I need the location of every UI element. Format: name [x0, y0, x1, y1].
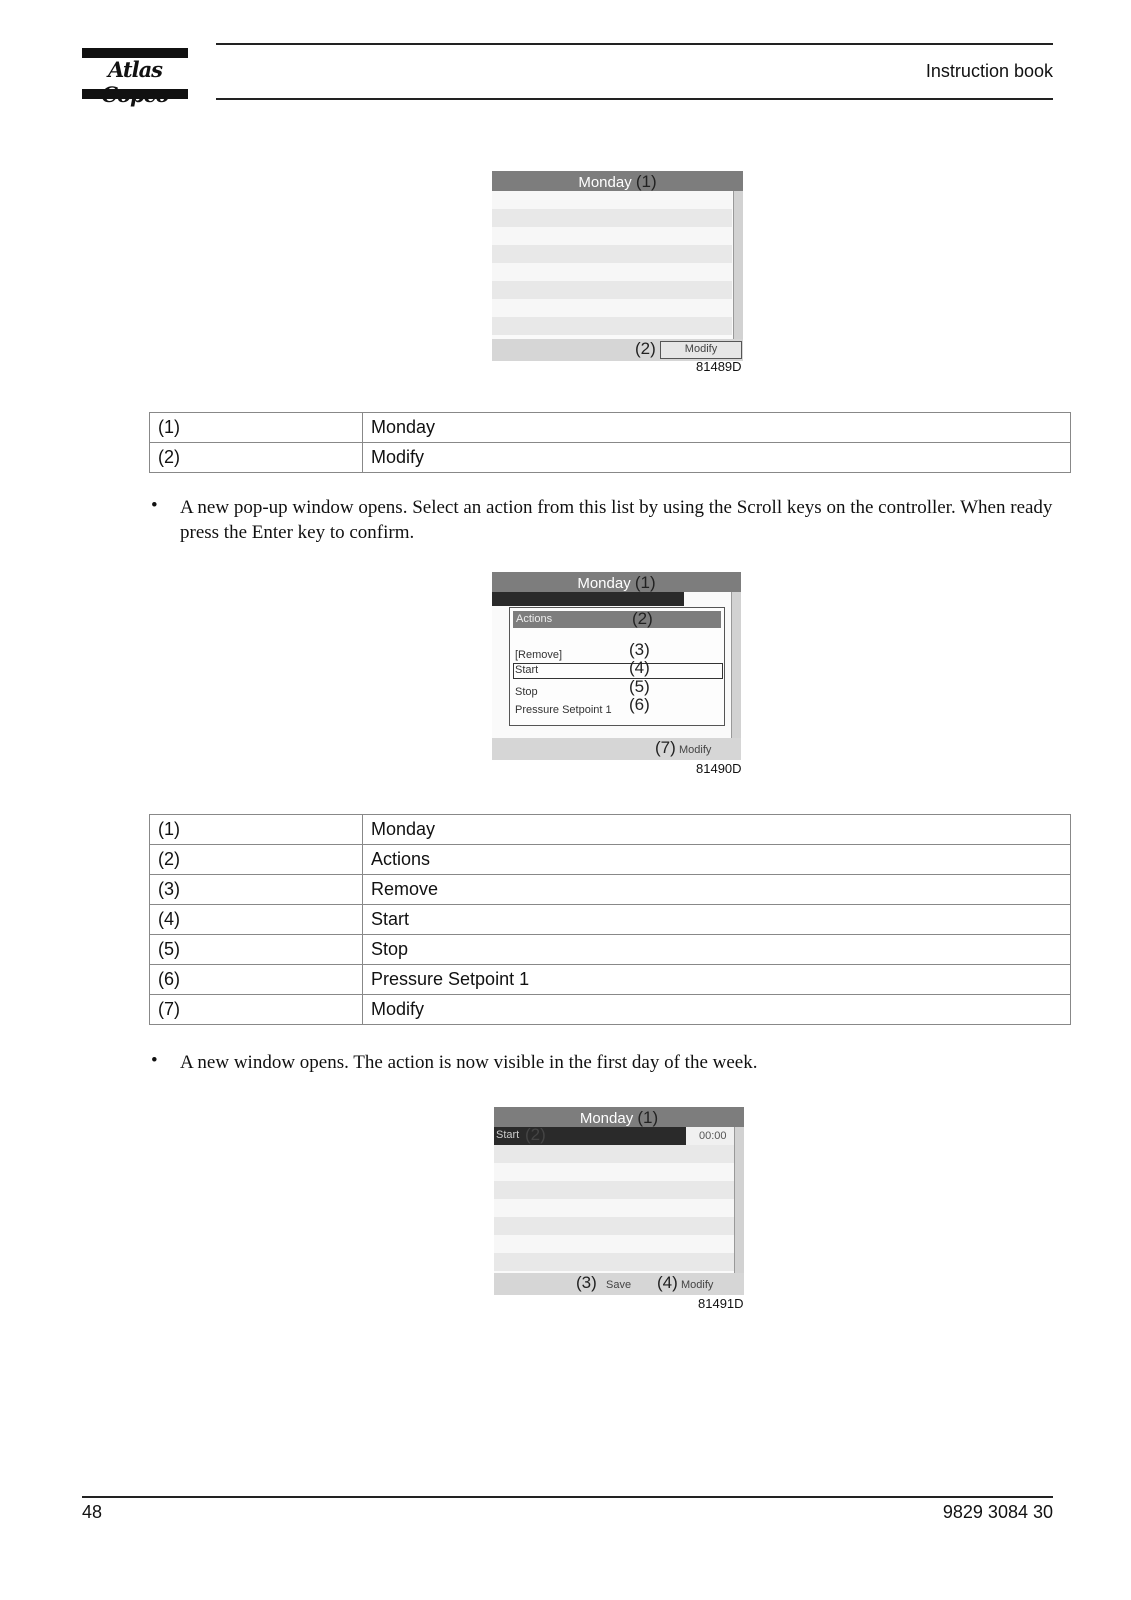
screen-title-bar	[494, 1107, 744, 1127]
softkey-bar	[492, 738, 741, 760]
modify-button[interactable]: Modify	[681, 1279, 714, 1291]
row-time: 00:00	[699, 1130, 727, 1142]
callout-1: (1)	[634, 573, 656, 592]
screen-title: Monday	[577, 575, 631, 592]
row-highlight	[494, 1127, 686, 1145]
softkey-bar	[492, 339, 743, 361]
callout-4: (4)	[657, 1273, 678, 1292]
table-cell-number: (1)	[150, 413, 363, 443]
screen-title: Monday	[578, 174, 632, 191]
table-row	[150, 965, 1071, 995]
schedule-row	[492, 263, 732, 281]
highlighted-row	[492, 592, 684, 606]
table-row	[150, 935, 1071, 965]
table-row	[150, 995, 1071, 1025]
table-row	[150, 815, 1071, 845]
page-number: 48	[82, 1502, 103, 1522]
schedule-row	[492, 245, 732, 263]
table-cell-number: (1)	[150, 815, 363, 845]
header-title: Instruction book	[925, 61, 1053, 81]
schedule-row	[494, 1199, 734, 1217]
table-cell-number: (4)	[150, 905, 363, 935]
table-cell-text: Remove	[363, 875, 1071, 905]
table-cell-number: (5)	[150, 935, 363, 965]
popup-title-bar	[513, 611, 721, 628]
footer-rule	[82, 1496, 1053, 1498]
table-cell-text: Monday	[363, 413, 1071, 443]
table-cell-text: Modify	[363, 443, 1071, 473]
callout-4: (4)	[629, 658, 650, 677]
scrollbar[interactable]	[731, 592, 741, 738]
modify-button[interactable]: Modify	[660, 341, 742, 359]
action-remove[interactable]: [Remove]	[515, 649, 563, 661]
row-action-label: Start	[496, 1129, 520, 1141]
table-row	[150, 905, 1071, 935]
callout-3: (3)	[576, 1273, 597, 1292]
instruction-paragraph-2: A new window opens. The action is now visible in the first day of the week.	[180, 1052, 758, 1073]
action-start[interactable]: Start	[515, 664, 539, 676]
schedule-row	[494, 1145, 734, 1163]
callout-2: (2)	[525, 1125, 546, 1144]
action-pressure-setpoint-1[interactable]: Pressure Setpoint 1	[515, 704, 612, 716]
callout-6: (6)	[629, 695, 650, 714]
selection-highlight	[513, 663, 723, 679]
figure-2-screen	[492, 572, 741, 760]
bullet-marker: •	[151, 1050, 158, 1071]
screen-title-bar	[492, 171, 743, 191]
table-row	[150, 875, 1071, 905]
schedule-row	[492, 299, 732, 317]
softkey-bar	[494, 1273, 744, 1295]
callout-1: (1)	[637, 1108, 659, 1127]
table-cell-number: (2)	[150, 845, 363, 875]
figure-1-screen	[492, 171, 743, 361]
schedule-row	[494, 1217, 734, 1235]
instruction-paragraph-1: A new pop-up window opens. Select an action from this list by using the Scroll keys on the controller. When ready press the Enter key to confirm.	[180, 497, 1053, 543]
actions-popup	[509, 607, 725, 726]
legend-table-1	[149, 412, 1071, 473]
logo-bar-bottom	[82, 89, 188, 99]
figure-code: 81491D	[698, 1296, 744, 1311]
table-row	[150, 443, 1071, 473]
scrollbar[interactable]	[733, 191, 743, 339]
table-cell-number: (6)	[150, 965, 363, 995]
screen-title: Monday	[579, 1110, 634, 1127]
table-cell-number: (7)	[150, 995, 363, 1025]
popup-title: Actions	[516, 613, 553, 625]
table-cell-text: Pressure Setpoint 1	[363, 965, 1071, 995]
schedule-row	[494, 1181, 734, 1199]
table-cell-text: Monday	[363, 815, 1071, 845]
schedule-row	[492, 191, 732, 209]
schedule-row	[494, 1235, 734, 1253]
table-cell-number: (2)	[150, 443, 363, 473]
figure-code: 81490D	[696, 761, 742, 776]
table-cell-number: (3)	[150, 875, 363, 905]
schedule-row	[494, 1253, 734, 1271]
schedule-row-start[interactable]	[494, 1127, 734, 1145]
save-button[interactable]: Save	[606, 1279, 632, 1291]
callout-7: (7)	[655, 738, 676, 757]
schedule-row	[492, 281, 732, 299]
action-stop[interactable]: Stop	[515, 686, 538, 698]
table-cell-text: Start	[363, 905, 1071, 935]
table-row	[150, 413, 1071, 443]
header-rule-top	[216, 43, 1053, 45]
figure-3-screen	[494, 1107, 744, 1295]
schedule-row	[492, 209, 732, 227]
scrollbar[interactable]	[734, 1127, 744, 1273]
legend-table-2	[149, 814, 1071, 1025]
document-number: 9829 3084 30	[942, 1502, 1053, 1522]
table-row	[150, 845, 1071, 875]
atlas-copco-logo: Atlas	[107, 57, 163, 82]
modify-button[interactable]: Modify	[679, 744, 712, 756]
table-cell-text: Stop	[363, 935, 1071, 965]
schedule-row	[492, 317, 732, 335]
callout-1: (1)	[635, 172, 657, 191]
callout-5: (5)	[629, 677, 650, 696]
figure-code: 81489D	[696, 359, 742, 374]
table-cell-text: Modify	[363, 995, 1071, 1025]
table-cell-text: Actions	[363, 845, 1071, 875]
schedule-row	[492, 227, 732, 245]
header-rule-bottom	[216, 98, 1053, 100]
bullet-marker: •	[151, 495, 158, 516]
screen-title-bar	[492, 572, 741, 592]
schedule-row	[494, 1163, 734, 1181]
callout-3: (3)	[629, 640, 650, 659]
callout-2: (2)	[632, 609, 653, 628]
callout-2: (2)	[635, 339, 656, 358]
